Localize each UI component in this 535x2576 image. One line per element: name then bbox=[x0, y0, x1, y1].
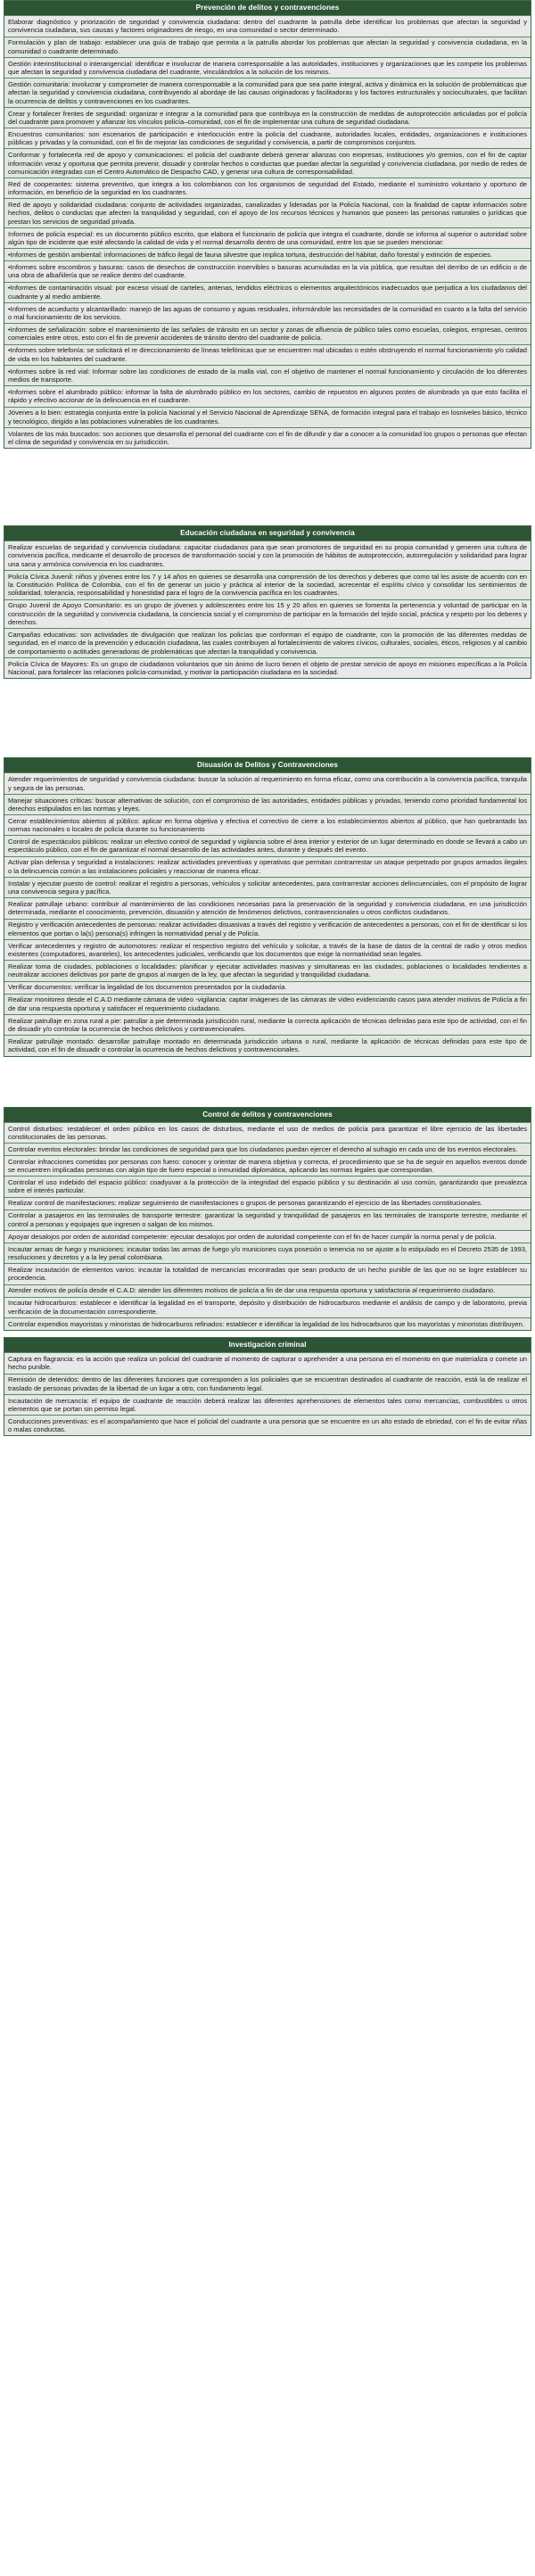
table-row: Controlar el uso indebido del espacio público: coadyuvar a la protección de la integridad del espacio público y su destinación al uso común, garantizando que prevalezca sobre el interés particular. bbox=[4, 1176, 531, 1196]
table-row: Verificar documentos: verificar la legalidad de los documentos presentados por la ciudadanía. bbox=[4, 981, 531, 994]
table-row: Campañas educativas: son actividades de divulgación que realizan los policías que conforman el equipo de cuadrante, con la promoción de las diferentes medidas de seguridad, en el marco de la prevención y educación ciudadana, las cuales contribuyen al fortalecimiento de valores cívicos, culturales, sociales, éticos, religiosos y al cambio de comportamiento o actitudes generadoras de problemáticas que afectan la tranquilidad y convivencia. bbox=[4, 628, 531, 657]
table-row: Cerrar establecimientos abiertos al público: aplicar en forma objetiva y efectiva el correctivo de cierre a los establecimientos abiertos al público, que han quebrantado las normas nacionales o locales de policía durante su funcionamiento bbox=[4, 814, 531, 835]
table-row: Manejar situaciones críticas: buscar alternativas de solución, con el compromiso de las autoridades, entidades públicas y privadas, teniendo como prioridad fundamental los derechos estipulados en las normas y leyes. bbox=[4, 794, 531, 814]
table-disuasion-delitos bbox=[4, 757, 531, 1056]
table-row: Incautar hidrocarburos: establecer e identificar la legalidad en el transporte, depósito y distribución de hidrocarburos mediante el análisis de campo y de laboratorio, previa verificación de la documentación correspondiente. bbox=[4, 1297, 531, 1317]
table-row: Realizar patrullaje urbano: contribuir al mantenimiento de las condiciones necesarias para la preservación de la seguridad y convivencia ciudadana, en una jurisdicción determinada, mediante el conocimiento, prevención, disuasión y atención de fenómenos delictivos, contravencionales u otros conflictos ciudadanos. bbox=[4, 897, 531, 918]
table-row: Verificar antecedentes y registro de automotores: realizar el respectivo registro del vehículo y solicitar, a través de la base de datos de la central de radio y otros medios existentes (computadores, avanteles), los antecedentes judiciales, verificando que los documentos que exige la normatividad sean legales. bbox=[4, 939, 531, 960]
table-row: •Informes de señalización: sobre el mantenimiento de las señales de tránsito en un sector y zonas de afluencia de público tales como escuelas, colegios, empresas, centros comerciales entre otros, esto con el fin de prevenir accidentes de tránsito dentro del cuadrante de policía. bbox=[4, 323, 531, 343]
table-row: Realizar escuelas de seguridad y convivencia ciudadana: capacitar ciudadanos para que sean promotores de seguridad en su propia comunidad y generen una cultura de convivencia pacífica, medicante el desarrollo de procesos de transformación social y con la promoción de hábitos de autoprotección, autorregulación y solidaridad para lograr una sana y armónica convivencia en los cuadrantes. bbox=[4, 541, 531, 570]
table-row: Controlar a pasajeros en las terminales de transporte terrestre: garantizar la seguridad y tranquilidad de pasajeros en las terminales de transporte terrestre, mediante el control a personas y equipajes que ingresen o salgan de los mismos. bbox=[4, 1210, 531, 1230]
table-row: Realizar monitoreo desde el C.A.D mediante cámara de video -vigilancia: captar imágenes de las cámaras de video evidenciando casos para atender motivos de Policía a fin de dar una respuesta oportuna y satisfacer el requerimiento ciudadano. bbox=[4, 994, 531, 1014]
table-row: Realizar control de manifestaciones: realizar seguimiento de manifestaciones o grupos de personas garantizando el ejercicio de las libertades constitucionales. bbox=[4, 1197, 531, 1210]
section-gap bbox=[0, 449, 535, 525]
table-row: •Informes sobre telefonía: se solicitará el re direccionamiento de líneas telefónicas que se encuentren mal ubicadas o estén obstruyendo el normal funcionamiento y/o calidad de vida en los habitantes del cuadrante. bbox=[4, 344, 531, 365]
table-row: Incautación de mercancía: el equipo de cuadrante de reacción deberá realizar las diferentes aprehensiones de elementos tales como mercancías, combustibles u otros elementos que se portan sin permiso legal. bbox=[4, 1394, 531, 1415]
table-row: Realizar toma de ciudades, poblaciones o localidades: planificar y ejecutar actividades masivas y simultaneas en las ciudades, poblaciones o localidades tendientes a neutralizar acciones delictivas por parte de grupos al margen de la ley, que afectan la seguridad y tranquilidad ciudadana. bbox=[4, 960, 531, 980]
table-row: •Informes sobre escombros y basuras: casos de desechos de construcción inservibles o basuras acumuladas en la vía pública, que resultan del derribo de un edificio o de una obra de albañilería que se realice dentro del cuadrante. bbox=[4, 260, 531, 281]
table-header-prevencion: Prevención de delitos y contravenciones bbox=[4, 1, 531, 15]
table-row: Control disturbios: restablecer el orden público en los casos de disturbios, mediante el uso de medios de policía para garantizar el libre ejercicio de las libertades constitucionales de las personas. bbox=[4, 1122, 531, 1143]
table-row: Realizar patrullaje en zona rural a pie: patrullar a pie determinada jurisdicción rural, mediante la correcta aplicación de técnicas definidas para este tipo de actividad, con el fin de disuadir y/o controlar la ocurrencia de hechos delictivos y contravencionales. bbox=[4, 1014, 531, 1035]
table-row: Apoyar desalojos por orden de autoridad competente: ejecutar desalojos por orden de autoridad competente con el fin de hacer cumplir la norma penal y de policía. bbox=[4, 1230, 531, 1243]
table-row: •Informes sobre el alumbrado público: informar la falta de alumbrado público en los sectores, cambio de repuestos en algunos postes de alumbrado ya que esto facilita el rápido y efectivo accionar de la delincuencia en el cuadrante. bbox=[4, 385, 531, 406]
table-row: Red de apoyo y solidaridad ciudadana: conjunto de actividades organizadas, canalizadas y lideradas por la Policía Nacional, con la finalidad de captar información sobre hechos, delitos o conductas que afecten la tranquilidad y seguridad, con el apoyo de los recursos técnicos y humanos que poseen las personas naturales o jurídicas que prestan los servicios de seguridad privada. bbox=[4, 198, 531, 227]
table-row: Formulación y plan de trabajo: establecer una guía de trabajo que permita a la patrulla abordar los problemas que afectan la seguridad y convivencia ciudadana, en la comunidad o cuadrante determinado. bbox=[4, 37, 531, 57]
table-row: Conformar y fortalecerla red de apoyo y comunicaciones: el policía del cuadrante deberá generar alianzas con empresas, instituciones y/o gremios, con el fin de captar información veraz y oportuna que permita prevenir, disuadir y controlar hechos o conductas que puedan afectar la seguridad y convivencia ciudadana, por medio de redes de comunicación integradas con el Centro Automático de Despacho CAD, y generar una cultura de corresponsabilidad. bbox=[4, 148, 531, 178]
table-row: Grupo Juvenil de Apoyo Comunitario: es un grupo de jóvenes y adolescentes entre los 15 y 20 años en quienes se fomenta la pertenencia y voluntad de participar en la construcción de la seguridad y convivencia ciudadana, la conciencia social y el compromiso de participar en la formación del tejido social, práctica y respeto por los deberes y derechos. bbox=[4, 599, 531, 629]
table-row: Informes de policía especial: es un documento público escrito, que elabora el funcionario de policía que integra el cuadrante, donde se informa al superior o autoridad sobre algún tipo de incidente que esté afectando la calidad de vida y el normal desarrollo dentro de una comunidad, entre los que se pueden mencionar: bbox=[4, 227, 531, 248]
table-row: Captura en flagrancia: es la acción que realiza un policial del cuadrante al momento de capturar o aprehender a una persona en el momento en que materializa o comete un hecho punible. bbox=[4, 1352, 531, 1373]
table-row: Controlar expendios mayoristas y minoristas de hidrocarburos refinados: establecer e identificar la legalidad de los hidrocarburos que los mayoristas y minoristas distribuyen. bbox=[4, 1317, 531, 1330]
page-bottom-margin bbox=[0, 1436, 535, 1511]
table-educacion-ciudadana bbox=[4, 525, 531, 679]
table-row: Controlar infracciones cometidas por personas con fuero: conocer y orientar de manera objetiva y correcta, el procedimiento que se ha de seguir en aquellos eventos donde se encuentren implicadas personas con algún tipo de fuero especial o inmunidad diplomática, aplicando las normas legales que correspondan. bbox=[4, 1155, 531, 1176]
table-row: Realizar patrullaje montado: desarrollar patrullaje montado en determinada jurisdicción urbana o rural, mediante la aplicación de técnicas definidas para este tipo de actividad, con el fin de disuadir o controlar la ocurrencia de hechos delictivos y contravencionales. bbox=[4, 1035, 531, 1055]
table-row: Instalar y ejecutar puesto de control: realizar el registro a personas, vehículos y solicitar antecedentes, para contrarrestar acciones delincuenciales, con el propósito de lograr una convivencia segura y pacífica. bbox=[4, 877, 531, 897]
section-gap bbox=[0, 1331, 535, 1337]
table-row: •Informes de contaminación visual: por exceso visual de carteles, antenas, tendidos eléctricos o elementos arquitectónicos inadecuados que perjudica a los ciudadanos del cuadrante y al medio ambiente. bbox=[4, 282, 531, 302]
table-header-educacion: Educación ciudadana en seguridad y convivencia bbox=[4, 526, 531, 541]
table-row: Incautar armas de fuego y municiones: incautar todas las armas de fuego y/o municiones cuya posesión o tenencia no se ajuste a lo estipulado en el Decreto 2535 de 1993, resoluciones y decretos y a la ley penal colombiana. bbox=[4, 1243, 531, 1263]
table-row: Jóvenes a lo bien: estrategia conjunta entre la policía Nacional y el Servicio Nacional de Aprendizaje SENA, de formación integral para el trabajo en losniveles básico, técnico y tecnológico, dirigido a las poblaciones vulnerables de los cuadrantes. bbox=[4, 407, 531, 427]
table-row: Encuentros comunitarios: son escenarios de participación e interlocución entre la policía del cuadrante, autoridades locales, entidades, organizaciones e instituciones públicas y privadas y la comunidad, con el fin de mejorar las condiciones de seguridad y convivencia, a partir de compromisos conjuntos. bbox=[4, 128, 531, 148]
table-header-disuasion: Disuasión de Delitos y Contravenciones bbox=[4, 758, 531, 772]
table-row: Remisión de detenidos: dentro de las diferentes funciones que corresponden a los policiales que se encuentran destinados al cuadrante de reacción, está la de realizar el traslado de personas privadas de la libertad de un lugar a otro, con fundamento legal. bbox=[4, 1374, 531, 1394]
table-row: Control de espectáculos públicos: realizar un efectivo control de seguridad y vigilancia sobre el área interior y exterior de un lugar determinado en donde se llevará a cabo un espectáculo público, con el fin de garantizar el normal desarrollo de las actividades antes, durante y después del evento. bbox=[4, 835, 531, 855]
table-row: Controlar eventos electorales: brindar las condiciones de seguridad para que los ciudadanos puedan ejercer el derecho al sufragio en cada uno de los eventos electorales. bbox=[4, 1143, 531, 1155]
section-gap bbox=[0, 1057, 535, 1107]
table-row: Elaborar diagnóstico y priorización de seguridad y convivencia ciudadana: dentro del cuadrante la patrulla debe identificar los problemas que afectan la seguridad y convivencia ciudadana, sus causas y factores originadores de riesgo, en una comunidad o sector determinado. bbox=[4, 15, 531, 36]
table-row: Volantes de los más buscados: son acciones que desarrolla el personal del cuadrante con el fin de difundir y dar a conocer a la comunidad los grupos o personas que efectan el clima de seguridad y convivencia en su jurisdicción. bbox=[4, 427, 531, 448]
table-row: Gestión interinstitucional o interangencial: identificar e involucrar de manera corresponsable a las autoridades, instituciones y organizaciones que les compete los problemas que afectan la seguridad y convivencia ciudadana del cuadrante, vinculándolos a la solución de los mismos. bbox=[4, 57, 531, 78]
section-gap bbox=[0, 679, 535, 757]
table-row: Conducciones preventivas: es el acompañamiento que hace el policial del cuadrante a una persona que se encuentre en un alto estado de ebriedad, con el fin de evitar riñas o malas conductas. bbox=[4, 1415, 531, 1435]
table-row: Policía Cívica Juvenil: niños y jóvenes entre los 7 y 14 años en quienes se desarrolla una comprensión de los derechos y deberes que como tal les asiste de acuerdo con en la Constitución Política de Colombia, con el fin de generar un juicio y práctica al interior de la sociedad, acrecentar el espíritu cívico y consolidar los sentimientos de solidaridad, tolerancia, responsabilidad y honestidad para el logro de la convivencia pacífica en los cuadrantes. bbox=[4, 570, 531, 599]
table-investigacion-criminal bbox=[4, 1337, 531, 1437]
table-row: Red de cooperantes: sistema preventivo, que integra a los colombianos con los organismos de seguridad del Estado, mediante el suministro voluntario y oportuno de información, en beneficio de la seguridad en los cuadrantes. bbox=[4, 178, 531, 198]
table-prevencion-delitos bbox=[4, 0, 531, 449]
table-row: •Informes de gestión ambiental: informaciones de tráfico ilegal de fauna silvestre que implica tortura, destrucción del hábitat, daño forestal y extinción de especies. bbox=[4, 248, 531, 260]
table-row: Gestión comunitaria: involucrar y comprometer de manera corresponsable a la comunidad para que sea parte integral, activa y dinámica en la solución de problemáticas que afectan la seguridad y convivencia ciudadana, contribuyendo al abordaje de las causas originadoras y facilitadoras y los factores estructurales y socioculturales, que facilitan la ocurrencia de delitos y contravenciones en los cuadrantes. bbox=[4, 78, 531, 107]
table-row: Policía Cívica de Mayores: Es un grupo de ciudadanos voluntarios que sin ánimo de lucro tienen el objeto de prestar servicio de apoyo en misiones específicas a la Policía Nacional, para fortalecer las relaciones policía-comunidad, y motivar la participación ciudadana en la sociedad. bbox=[4, 657, 531, 678]
table-row: •Informes sobre la red vial: Informar sobre las condiciones de estado de la malla vial, con el objetivo de mantener el normal funcionamiento y circulación de los diferentes medios de transporte. bbox=[4, 365, 531, 385]
table-row: Registro y verificación antecedentes de personas: realizar actividades disuasivas a través del registro y verificación de antecedentes a personas, con el fin de identificar si los elementos que portan o la(s) persona(s) infringen la normatividad penal y de Policía. bbox=[4, 919, 531, 939]
table-row: Realizar incautación de elementos varios: incautar la totalidad de mercancías encontradas que sean producto de un hecho punible de las que no se logre establecer su procedencia. bbox=[4, 1263, 531, 1284]
table-row: Atender motivos de policía desde el C.A.D: atender los diferentes motivos de policía a fin de dar una respuesta oportuna y satisfactoria al requerimiento ciudadano. bbox=[4, 1284, 531, 1297]
table-row: Crear y fortalecer frentes de seguridad: organizar e integrar a la comunidad para que contribuya en la construcción de medidas de autoprotección articuladas por el policía del cuadrante para promover y afianzar los vínculos policía–comunidad, con el fin de implementar una cultura de seguridad ciudadana. bbox=[4, 107, 531, 128]
table-header-control: Control de delitos y contravenciones bbox=[4, 1108, 531, 1122]
table-control-delitos bbox=[4, 1107, 531, 1331]
table-row: Activar plan defensa y seguridad a instalaciones: realizar actividades preventivas y operativas que permitan contrarrestar un ataque perpetrado por grupos armados ilegales o la delincuencia común a las instalaciones policiales y reaccionar de manera eficaz. bbox=[4, 856, 531, 877]
table-row: Atender requerimientos de seguridad y convivencia ciudadana: buscar la solución al requerimiento en forma eficaz, como una contribución a la convivencia pacífica, tranquila y segura de las personas. bbox=[4, 772, 531, 793]
table-row: •Informes de acueducto y alcantarillado: manejo de las aguas de consumo y aguas residuales, informándole las necesidades de la comunidad en cuanto a la falta del servicio o mal funcionamiento de los servicios. bbox=[4, 302, 531, 323]
table-header-investigacion: Investigación criminal bbox=[4, 1338, 531, 1352]
